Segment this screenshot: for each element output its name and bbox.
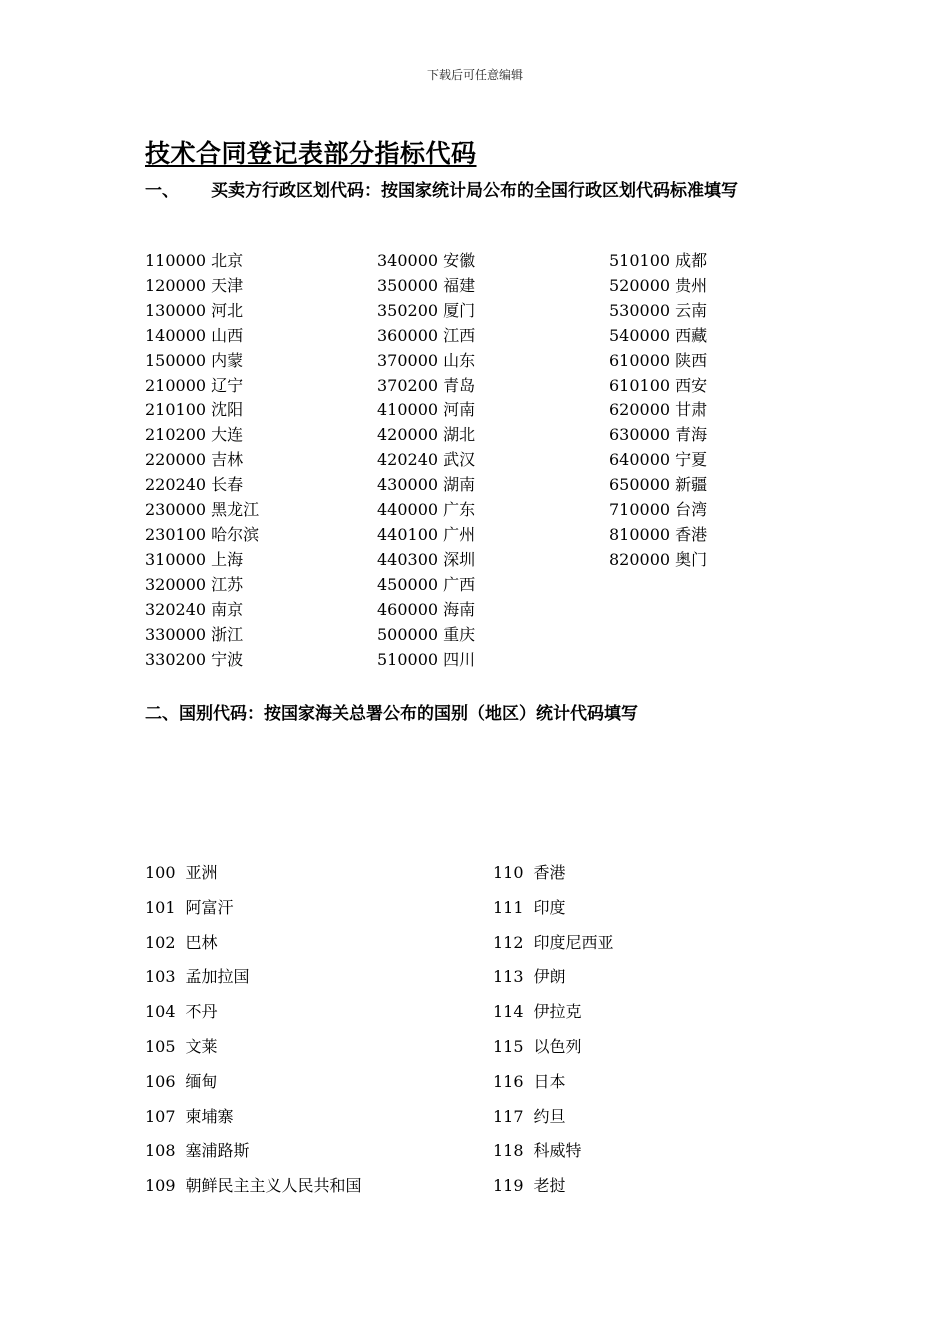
entry-name: 安徽 bbox=[443, 251, 476, 270]
entry-code: 112 bbox=[493, 932, 524, 952]
entry-name: 广西 bbox=[443, 574, 476, 594]
region-code-entry bbox=[145, 249, 259, 274]
entry-name: 文莱 bbox=[185, 1036, 218, 1056]
region-code-entry bbox=[145, 648, 259, 673]
entry-name: 哈尔滨 bbox=[211, 524, 260, 544]
entry-name: 新疆 bbox=[675, 475, 708, 495]
entry-name: 科威特 bbox=[533, 1141, 582, 1161]
entry-code: 104 bbox=[145, 1002, 176, 1022]
entry-code: 810000 bbox=[609, 524, 671, 544]
entry-name: 山东 bbox=[443, 350, 476, 370]
entry-code: 510100 bbox=[609, 251, 671, 270]
entry-name: 伊朗 bbox=[533, 967, 566, 987]
entry-code: 230000 bbox=[145, 500, 207, 520]
entry-code: 460000 bbox=[377, 599, 439, 619]
region-code-entry bbox=[145, 398, 259, 423]
region-code-entry bbox=[377, 498, 475, 523]
entry-code: 120000 bbox=[145, 275, 207, 295]
entry-name: 青岛 bbox=[443, 375, 476, 395]
entry-name: 长春 bbox=[211, 475, 244, 495]
entry-name: 朝鲜民主主义人民共和国 bbox=[185, 1176, 362, 1196]
entry-name: 沈阳 bbox=[211, 400, 244, 420]
country-code-entry bbox=[145, 1030, 362, 1065]
entry-name: 江苏 bbox=[211, 574, 244, 594]
entry-code: 320000 bbox=[145, 574, 207, 594]
entry-code: 106 bbox=[145, 1071, 176, 1091]
entry-code: 420240 bbox=[377, 450, 439, 470]
country-code-entry bbox=[493, 856, 614, 891]
entry-code: 110000 bbox=[145, 251, 207, 270]
entry-code: 650000 bbox=[609, 475, 671, 495]
country-code-entry bbox=[493, 1134, 614, 1169]
entry-name: 江西 bbox=[443, 325, 476, 345]
region-code-entry bbox=[377, 349, 475, 374]
entry-name: 浙江 bbox=[211, 624, 244, 644]
region-code-entry bbox=[609, 473, 707, 498]
region-code-column-2 bbox=[377, 249, 475, 672]
entry-name: 吉林 bbox=[211, 450, 244, 470]
country-code-entry bbox=[493, 995, 614, 1030]
entry-name: 武汉 bbox=[443, 450, 476, 470]
entry-code: 820000 bbox=[609, 549, 671, 569]
entry-code: 340000 bbox=[377, 251, 439, 270]
entry-name: 亚洲 bbox=[185, 863, 218, 882]
entry-code: 430000 bbox=[377, 475, 439, 495]
entry-name: 广州 bbox=[443, 524, 476, 544]
entry-name: 伊拉克 bbox=[533, 1002, 582, 1022]
country-code-entry bbox=[145, 1100, 362, 1135]
entry-code: 107 bbox=[145, 1106, 176, 1126]
country-code-entry bbox=[145, 960, 362, 995]
region-code-entry bbox=[609, 349, 707, 374]
entry-code: 118 bbox=[493, 1141, 524, 1161]
section-1-text: 买卖方行政区划代码：按国家统计局公布的全国行政区划代码标准填写 bbox=[211, 181, 738, 201]
entry-code: 111 bbox=[493, 897, 524, 917]
entry-name: 山西 bbox=[211, 325, 244, 345]
entry-code: 370000 bbox=[377, 350, 439, 370]
region-code-entry bbox=[377, 249, 475, 274]
country-code-entry bbox=[493, 1169, 614, 1204]
section-1-number: 一、 bbox=[145, 181, 179, 201]
entry-name: 内蒙 bbox=[211, 350, 244, 370]
entry-name: 西安 bbox=[675, 375, 708, 395]
entry-name: 四川 bbox=[443, 649, 476, 669]
region-code-entry bbox=[145, 374, 259, 399]
entry-code: 450000 bbox=[377, 574, 439, 594]
region-code-entry bbox=[377, 374, 475, 399]
entry-code: 350000 bbox=[377, 275, 439, 295]
country-code-entry bbox=[145, 891, 362, 926]
region-code-entry bbox=[609, 299, 707, 324]
country-code-entry bbox=[493, 1030, 614, 1065]
region-code-entry bbox=[609, 374, 707, 399]
entry-code: 500000 bbox=[377, 624, 439, 644]
entry-name: 孟加拉国 bbox=[185, 967, 250, 987]
country-code-entry bbox=[145, 1169, 362, 1204]
region-code-entry bbox=[377, 623, 475, 648]
country-code-entry bbox=[145, 995, 362, 1030]
region-code-entry bbox=[145, 423, 259, 448]
entry-code: 119 bbox=[493, 1176, 524, 1196]
region-code-entry bbox=[377, 598, 475, 623]
region-code-entry bbox=[377, 648, 475, 673]
document-title: 技术合同登记表部分指标代码 bbox=[145, 139, 477, 168]
section-1-heading bbox=[145, 176, 738, 201]
entry-code: 350200 bbox=[377, 300, 439, 320]
entry-name: 不丹 bbox=[185, 1002, 218, 1022]
entry-code: 101 bbox=[145, 897, 176, 917]
entry-name: 南京 bbox=[211, 599, 244, 619]
country-code-entry bbox=[493, 926, 614, 961]
region-code-entry bbox=[609, 324, 707, 349]
region-code-entry bbox=[145, 598, 259, 623]
entry-code: 530000 bbox=[609, 300, 671, 320]
region-code-entry bbox=[377, 473, 475, 498]
entry-name: 约旦 bbox=[533, 1106, 566, 1126]
entry-code: 440000 bbox=[377, 500, 439, 520]
entry-name: 缅甸 bbox=[185, 1071, 218, 1091]
region-code-entry bbox=[145, 548, 259, 573]
entry-code: 440100 bbox=[377, 524, 439, 544]
country-code-entry bbox=[493, 1065, 614, 1100]
entry-code: 640000 bbox=[609, 450, 671, 470]
region-code-entry bbox=[145, 274, 259, 299]
entry-name: 印度 bbox=[533, 897, 566, 917]
country-code-entry bbox=[145, 926, 362, 961]
region-code-entry bbox=[377, 548, 475, 573]
entry-name: 湖北 bbox=[443, 425, 476, 445]
region-code-entry bbox=[145, 623, 259, 648]
entry-code: 116 bbox=[493, 1071, 524, 1091]
region-code-entry bbox=[145, 498, 259, 523]
entry-name: 辽宁 bbox=[211, 375, 244, 395]
region-code-entry bbox=[377, 324, 475, 349]
entry-name: 云南 bbox=[675, 300, 708, 320]
country-code-entry bbox=[493, 960, 614, 995]
entry-name: 老挝 bbox=[533, 1176, 566, 1196]
entry-name: 广东 bbox=[443, 500, 476, 520]
entry-code: 105 bbox=[145, 1036, 176, 1056]
entry-code: 440300 bbox=[377, 549, 439, 569]
entry-name: 青海 bbox=[675, 425, 708, 445]
region-code-entry bbox=[609, 523, 707, 548]
entry-name: 成都 bbox=[675, 251, 708, 270]
region-code-entry bbox=[609, 249, 707, 274]
country-code-entry bbox=[493, 891, 614, 926]
region-code-entry bbox=[609, 398, 707, 423]
entry-code: 210100 bbox=[145, 400, 207, 420]
entry-code: 360000 bbox=[377, 325, 439, 345]
entry-name: 宁波 bbox=[211, 649, 244, 669]
entry-code: 610000 bbox=[609, 350, 671, 370]
entry-code: 140000 bbox=[145, 325, 207, 345]
region-code-entry bbox=[145, 349, 259, 374]
entry-code: 110 bbox=[493, 863, 524, 882]
page-header: 下载后可任意编辑 bbox=[426, 68, 523, 82]
region-code-entry bbox=[377, 573, 475, 598]
entry-code: 540000 bbox=[609, 325, 671, 345]
entry-code: 114 bbox=[493, 1002, 524, 1022]
entry-code: 710000 bbox=[609, 500, 671, 520]
entry-code: 108 bbox=[145, 1141, 176, 1161]
entry-code: 109 bbox=[145, 1176, 176, 1196]
entry-name: 柬埔寨 bbox=[185, 1106, 234, 1126]
entry-code: 103 bbox=[145, 967, 176, 987]
entry-code: 330200 bbox=[145, 649, 207, 669]
entry-code: 102 bbox=[145, 932, 176, 952]
entry-code: 320240 bbox=[145, 599, 207, 619]
entry-code: 410000 bbox=[377, 400, 439, 420]
region-code-entry bbox=[145, 448, 259, 473]
entry-code: 330000 bbox=[145, 624, 207, 644]
country-code-entry bbox=[145, 1065, 362, 1100]
entry-code: 100 bbox=[145, 863, 176, 882]
entry-code: 210200 bbox=[145, 425, 207, 445]
entry-code: 610100 bbox=[609, 375, 671, 395]
entry-code: 230100 bbox=[145, 524, 207, 544]
entry-name: 西藏 bbox=[675, 325, 708, 345]
entry-code: 370200 bbox=[377, 375, 439, 395]
region-code-column-3 bbox=[609, 249, 707, 573]
entry-name: 以色列 bbox=[533, 1036, 582, 1056]
entry-name: 上海 bbox=[211, 549, 244, 569]
entry-name: 甘肃 bbox=[675, 400, 708, 420]
entry-code: 630000 bbox=[609, 425, 671, 445]
entry-name: 阿富汗 bbox=[185, 897, 234, 917]
region-code-entry bbox=[609, 548, 707, 573]
entry-name: 香港 bbox=[675, 524, 708, 544]
entry-name: 奥门 bbox=[675, 549, 708, 569]
entry-name: 黑龙江 bbox=[211, 500, 260, 520]
entry-code: 220240 bbox=[145, 475, 207, 495]
entry-name: 河北 bbox=[211, 300, 244, 320]
entry-name: 香港 bbox=[533, 863, 566, 882]
country-code-entry bbox=[145, 1134, 362, 1169]
entry-code: 115 bbox=[493, 1036, 524, 1056]
region-code-entry bbox=[377, 448, 475, 473]
entry-code: 113 bbox=[493, 967, 524, 987]
entry-name: 塞浦路斯 bbox=[185, 1141, 250, 1161]
region-code-entry bbox=[609, 274, 707, 299]
region-code-entry bbox=[145, 473, 259, 498]
region-code-entry bbox=[145, 299, 259, 324]
country-code-column-1 bbox=[145, 856, 362, 1204]
entry-code: 310000 bbox=[145, 549, 207, 569]
entry-name: 印度尼西亚 bbox=[533, 932, 614, 952]
entry-code: 130000 bbox=[145, 300, 207, 320]
country-code-column-2 bbox=[493, 856, 614, 1204]
entry-code: 620000 bbox=[609, 400, 671, 420]
region-code-entry bbox=[377, 523, 475, 548]
region-code-column-1 bbox=[145, 249, 259, 672]
entry-code: 210000 bbox=[145, 375, 207, 395]
entry-name: 河南 bbox=[443, 400, 476, 420]
entry-name: 贵州 bbox=[675, 275, 708, 295]
country-code-entry bbox=[145, 856, 362, 891]
region-code-entry bbox=[377, 398, 475, 423]
entry-name: 湖南 bbox=[443, 475, 476, 495]
entry-name: 天津 bbox=[211, 275, 244, 295]
entry-code: 510000 bbox=[377, 649, 439, 669]
entry-code: 420000 bbox=[377, 425, 439, 445]
entry-name: 宁夏 bbox=[675, 450, 708, 470]
entry-code: 220000 bbox=[145, 450, 207, 470]
entry-name: 台湾 bbox=[675, 500, 708, 520]
entry-name: 重庆 bbox=[443, 624, 476, 644]
region-code-entry bbox=[145, 523, 259, 548]
region-code-entry bbox=[609, 448, 707, 473]
region-code-entry bbox=[377, 274, 475, 299]
region-code-entry bbox=[609, 423, 707, 448]
region-code-entry bbox=[609, 498, 707, 523]
country-code-entry bbox=[493, 1100, 614, 1135]
region-code-entry bbox=[377, 423, 475, 448]
entry-code: 117 bbox=[493, 1106, 524, 1126]
region-code-entry bbox=[377, 299, 475, 324]
entry-name: 厦门 bbox=[443, 300, 476, 320]
entry-code: 150000 bbox=[145, 350, 207, 370]
section-2-heading: 二、国别代码：按国家海关总署公布的国别（地区）统计代码填写 bbox=[145, 704, 638, 724]
entry-name: 深圳 bbox=[443, 549, 476, 569]
region-code-entry bbox=[145, 573, 259, 598]
entry-name: 日本 bbox=[533, 1071, 566, 1091]
entry-name: 海南 bbox=[443, 599, 476, 619]
entry-name: 福建 bbox=[443, 275, 476, 295]
entry-name: 北京 bbox=[211, 251, 244, 270]
entry-name: 陕西 bbox=[675, 350, 708, 370]
region-code-entry bbox=[145, 324, 259, 349]
entry-name: 巴林 bbox=[185, 932, 218, 952]
entry-code: 520000 bbox=[609, 275, 671, 295]
entry-name: 大连 bbox=[211, 425, 244, 445]
